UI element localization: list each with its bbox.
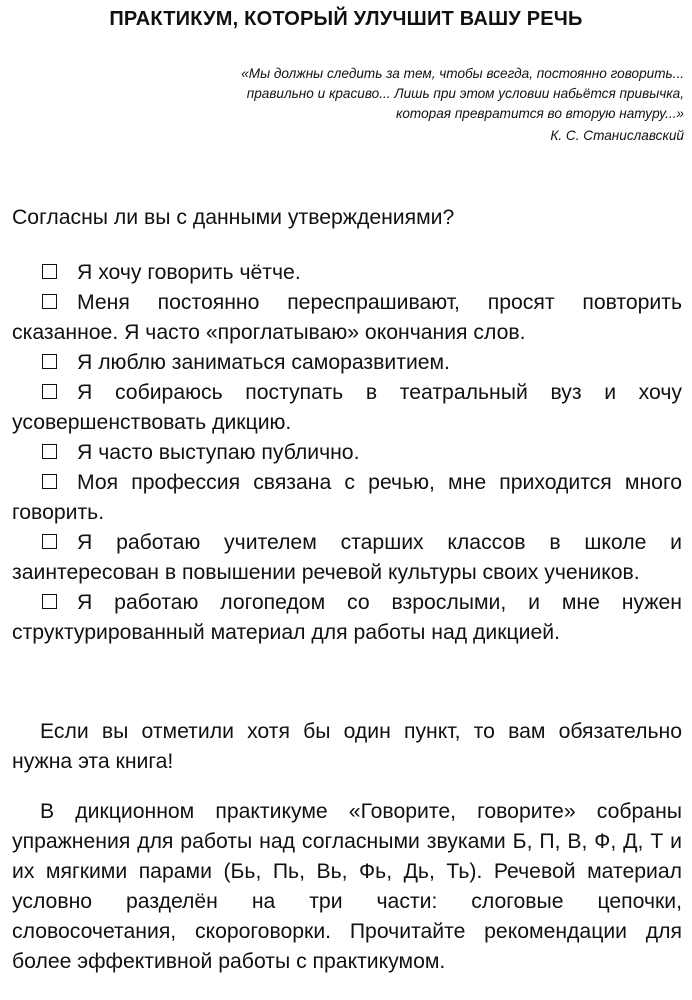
conclusion-paragraph: Если вы отметили хотя бы один пункт, то вам обязательно нужна эта книга! (12, 720, 682, 773)
epigraph-line: правильно и красиво... Лишь при этом условии набьётся привычка, (246, 86, 684, 101)
epigraph-author: К. С. Станиславский (550, 128, 684, 143)
checklist-item-text: Я собираюсь поступать в театральный вуз и хочу усовершенствовать дикцию. (12, 381, 682, 434)
checklist-item-text: Я люблю заниматься саморазвитием. (77, 351, 451, 374)
checkbox[interactable] (42, 444, 57, 459)
checklist-item (12, 438, 682, 468)
checkbox[interactable] (42, 534, 57, 549)
page-title: ПРАКТИКУМ, КОТОРЫЙ УЛУЧШИТ ВАШУ РЕЧЬ (109, 8, 583, 30)
checklist-item (12, 528, 682, 588)
checklist-item (12, 348, 682, 378)
checkbox[interactable] (42, 384, 57, 399)
checkbox[interactable] (42, 354, 57, 369)
question-heading: Согласны ли вы с данными утверждениями? (12, 206, 455, 229)
checklist-item (12, 378, 682, 438)
epigraph-line: которая превратится во вторую натуру...» (395, 106, 684, 121)
checklist-item-text: Я часто выступаю публично. (77, 441, 360, 464)
checklist-item-text: Моя профессия связана с речью, мне приходится много говорить. (12, 471, 682, 524)
checklist-item (12, 258, 682, 288)
checklist-item-text: Меня постоянно переспрашивают, просят повторить сказанное. Я часто «проглатываю» окончания слов. (12, 291, 682, 344)
statement-checklist (12, 258, 682, 648)
checklist-item (12, 588, 682, 648)
checkbox[interactable] (42, 294, 57, 309)
checkbox[interactable] (42, 264, 57, 279)
checklist-item (12, 288, 682, 348)
description-paragraph: В дикционном практикуме «Говорите, говорите» собраны упражнения для работы над согласными звуками Б, П, В, Ф, Д, Т и их мягкими парами (Бь, Пь, Вь, Фь, Дь, Ть). Речевой материал условно разделён на три части: слоговые цепочки, словосочетания, скороговорки. Прочитайте рекомендации для более эффективной работы с практикумом. (12, 800, 682, 973)
checklist-item-text: Я работаю логопедом со взрослыми, и мне нужен структурированный материал для работы над дикцией. (12, 591, 682, 644)
checklist-item-text: Я хочу говорить чётче. (77, 261, 301, 284)
checkbox[interactable] (42, 474, 57, 489)
checklist-item (12, 468, 682, 528)
checkbox[interactable] (42, 594, 57, 609)
checklist-item-text: Я работаю учителем старших классов в школе и заинтересован в повышении речевой культуры своих учеников. (12, 531, 682, 584)
epigraph (124, 64, 684, 146)
epigraph-line: «Мы должны следить за тем, чтобы всегда, постоянно говорить... (241, 66, 684, 81)
